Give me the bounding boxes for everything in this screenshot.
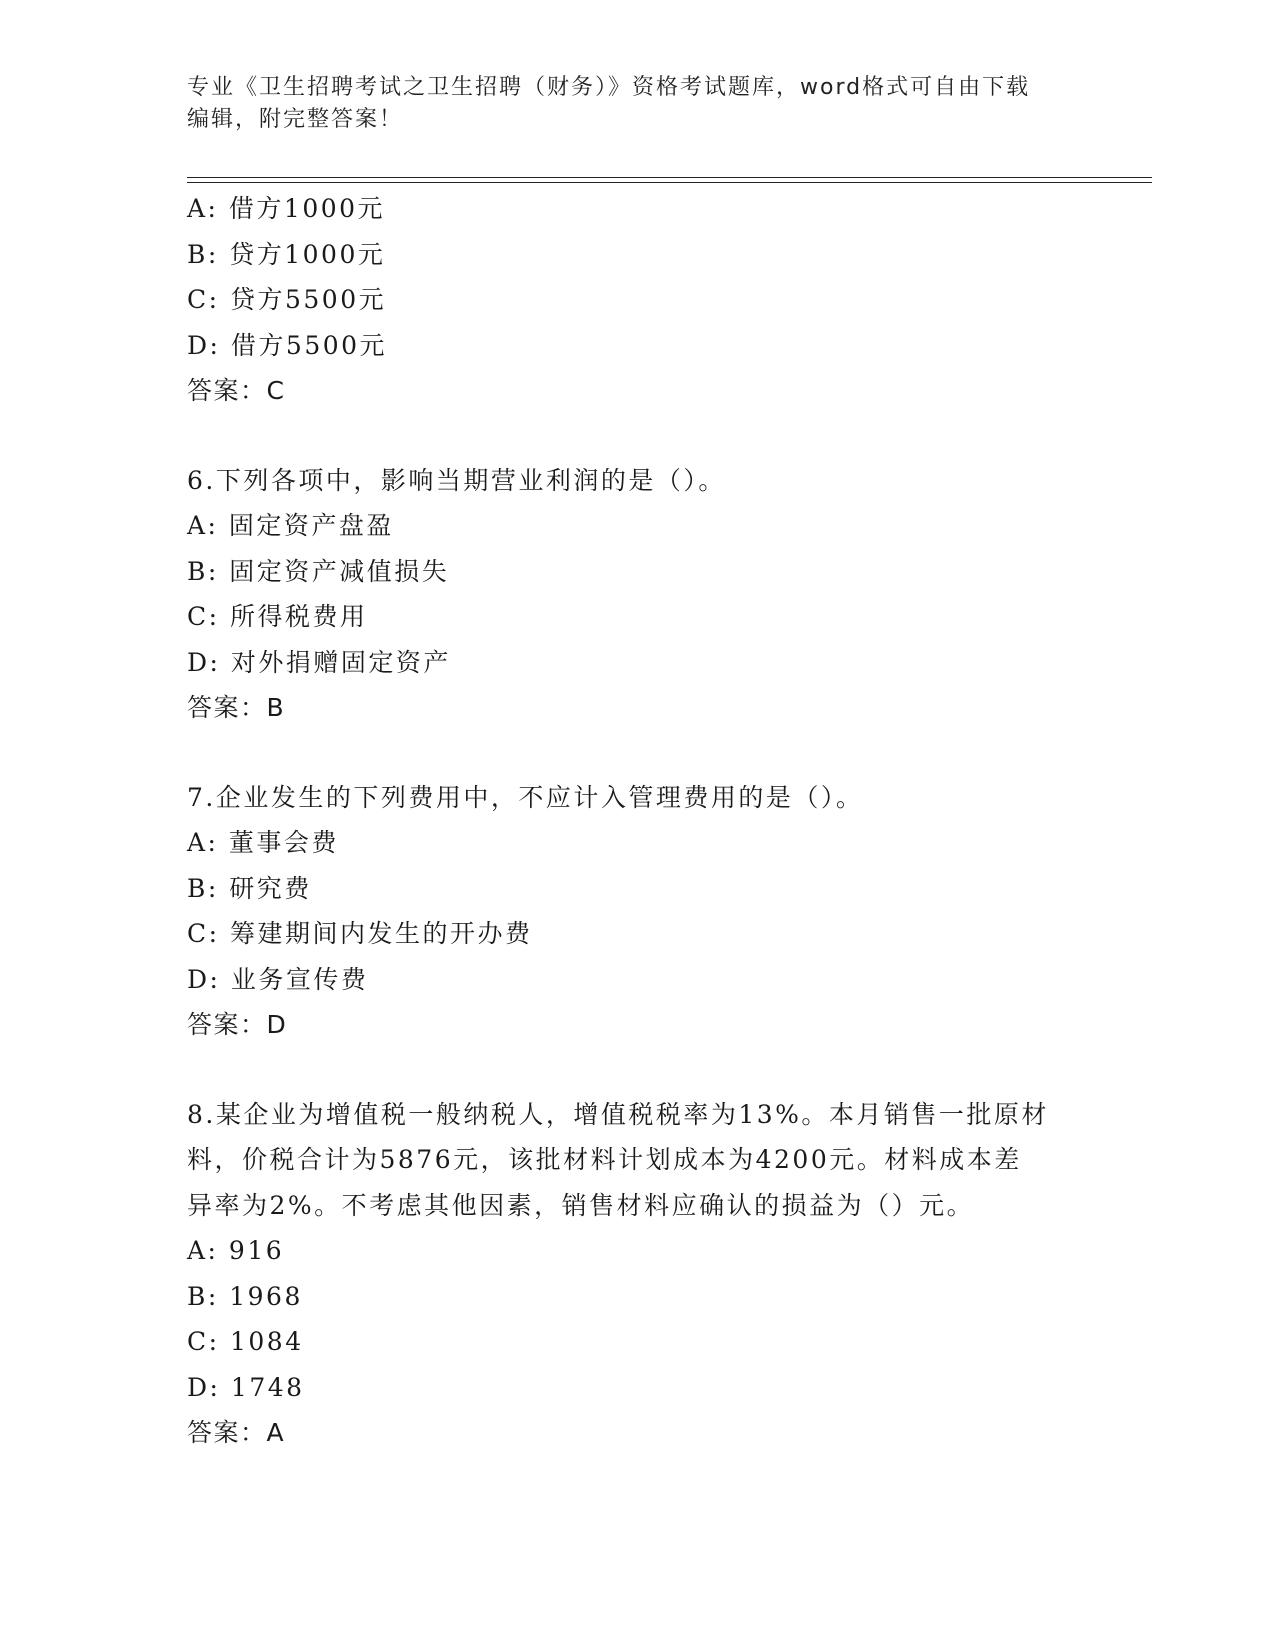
question-5 [187, 186, 1137, 414]
option-c: C: 筹建期间内发生的开办费 [187, 919, 533, 948]
option-a: A: 借方1000元 [187, 194, 386, 223]
answer: 答案：A [187, 1418, 286, 1447]
header-divider-bottom [187, 182, 1152, 183]
answer: 答案：D [187, 1010, 288, 1039]
option-b: B: 研究费 [187, 873, 312, 903]
option-d: D: 业务宣传费 [187, 964, 369, 994]
option-d: D: 1748 [187, 1372, 305, 1402]
answer: 答案：C [187, 376, 286, 405]
option-c: C: 所得税费用 [187, 602, 368, 631]
header-divider-top [187, 177, 1152, 178]
option-b: B: 固定资产减值损失 [187, 556, 450, 586]
option-b: B: 贷方1000元 [187, 239, 386, 269]
document-header [187, 72, 1087, 136]
option-a: A: 固定资产盘盈 [187, 511, 394, 540]
spacer [187, 731, 1137, 775]
header-line-2: 编辑，附完整答案！ [187, 107, 404, 132]
spacer [187, 414, 1137, 458]
question-text: 6.下列各项中，影响当期营业利润的是（）。 [187, 465, 726, 495]
question-text: 7.企业发生的下列费用中，不应计入管理费用的是（）。 [187, 782, 864, 812]
option-a: A: 董事会费 [187, 828, 339, 857]
question-text-line-2: 料，价税合计为5876元，该批材料计划成本为4200元。材料成本差 [187, 1145, 1022, 1174]
spacer [187, 1048, 1137, 1092]
question-list [187, 186, 1137, 1456]
header-line-1: 专业《卫生招聘考试之卫生招聘（财务）》资格考试题库，word格式可自由下载 [187, 75, 1031, 100]
answer: 答案：B [187, 693, 286, 722]
option-c: C: 贷方5500元 [187, 285, 387, 314]
question-8 [187, 1092, 1137, 1456]
option-a: A: 916 [187, 1236, 285, 1265]
option-d: D: 对外捐赠固定资产 [187, 647, 451, 677]
option-c: C: 1084 [187, 1327, 304, 1356]
question-text-line-3: 异率为2%。不考虑其他因素，销售材料应确认的损益为（）元。 [187, 1190, 975, 1220]
question-7 [187, 775, 1137, 1048]
question-6 [187, 458, 1137, 731]
option-b: B: 1968 [187, 1281, 303, 1311]
question-text-line-1: 8.某企业为增值税一般纳税人，增值税税率为13%。本月销售一批原材 [187, 1099, 1049, 1129]
option-d: D: 借方5500元 [187, 330, 388, 360]
